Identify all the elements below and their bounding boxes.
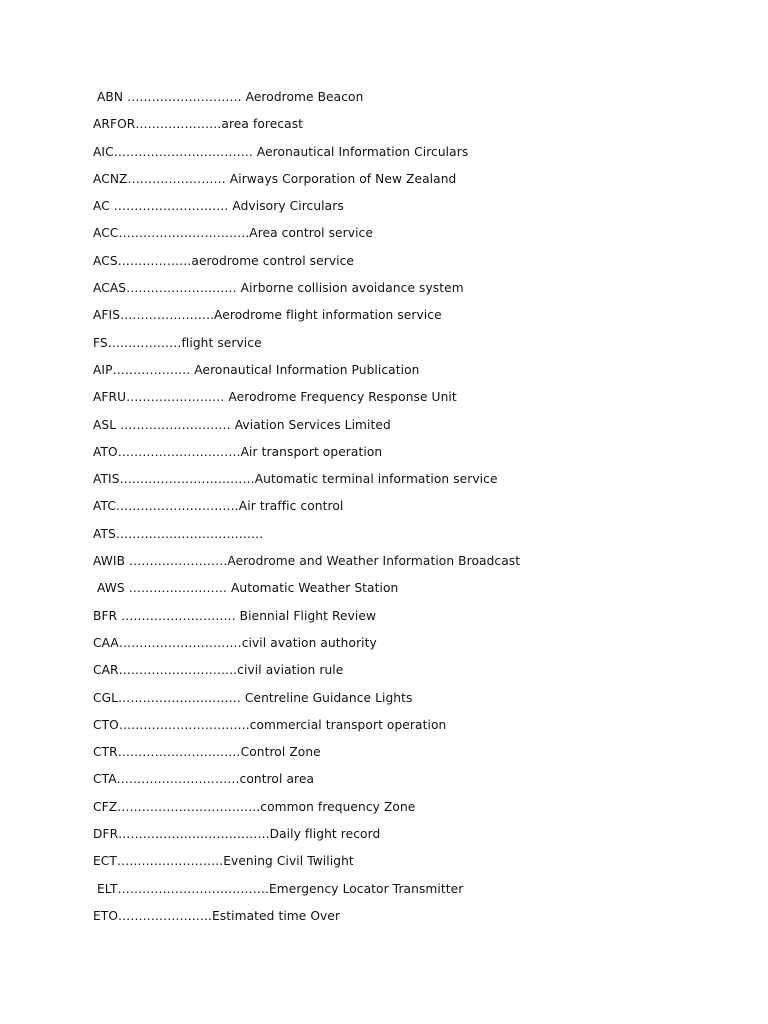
abbreviation-entry: AWIB ……………………Aerodrome and Weather Information Broadcast: [93, 554, 521, 569]
abbreviation-entry: ACAS……………………… Airborne collision avoidance system: [93, 281, 464, 296]
abbreviation-entry: CTA…………………………control area: [93, 772, 315, 787]
abbreviation-entry: ACC…………………………..Area control service: [93, 226, 373, 241]
abbreviation-entry: ABN ………………………. Aerodrome Beacon: [93, 90, 364, 104]
abbreviation-list: [93, 84, 520, 930]
abbreviation-entry: ACS………………aerodrome control service: [93, 253, 355, 268]
abbreviation-entry: AC ………………………. Advisory Circulars: [93, 199, 344, 214]
abbreviation-entry: CFZ……………………………..common frequency Zone: [93, 799, 416, 814]
abbreviation-entry: BFR ………………………. Biennial Flight Review: [93, 608, 377, 623]
abbreviation-entry: CGL………………………… Centreline Guidance Lights: [93, 690, 413, 705]
abbreviation-entry: ATS………………………………: [93, 526, 264, 541]
abbreviation-entry: ATIS……………………………Automatic terminal information service: [93, 472, 498, 487]
abbreviation-entry: ATO…………………………Air transport operation: [93, 444, 383, 459]
abbreviation-entry: ETO…………………..Estimated time Over: [93, 908, 341, 923]
abbreviation-entry: AIP………………. Aeronautical Information Publication: [93, 362, 420, 377]
abbreviation-entry: ATC…………………………Air traffic control: [93, 499, 344, 514]
abbreviation-entry: DFR……………………………….Daily flight record: [93, 827, 381, 842]
abbreviation-entry: CAR………………………..civil aviation rule: [93, 663, 344, 678]
abbreviation-entry: FS………………flight service: [93, 335, 262, 350]
abbreviation-entry: ELT……………………………….Emergency Locator Transmitter: [93, 881, 464, 896]
abbreviation-entry: ACNZ…………………… Airways Corporation of New Zealand: [93, 171, 457, 186]
abbreviation-entry: CTR…………………………Control Zone: [93, 745, 321, 760]
abbreviation-entry: ARFOR…………………area forecast: [93, 117, 304, 132]
abbreviation-entry: AIC……………………………. Aeronautical Information Circulars: [93, 144, 469, 159]
abbreviation-entry: CTO…………………………..commercial transport operation: [93, 717, 447, 732]
abbreviation-entry: AFRU…………………… Aerodrome Frequency Response Unit: [93, 390, 457, 405]
abbreviation-entry: CAA…………………………civil avation authority: [93, 635, 377, 650]
abbreviation-entry: AFIS…………………..Aerodrome flight information service: [93, 308, 442, 323]
abbreviation-entry: ASL ……………………… Aviation Services Limited: [93, 417, 391, 432]
abbreviation-entry: ECT……………………..Evening Civil Twilight: [93, 854, 354, 869]
abbreviation-entry: AWS …………………… Automatic Weather Station: [93, 581, 399, 596]
